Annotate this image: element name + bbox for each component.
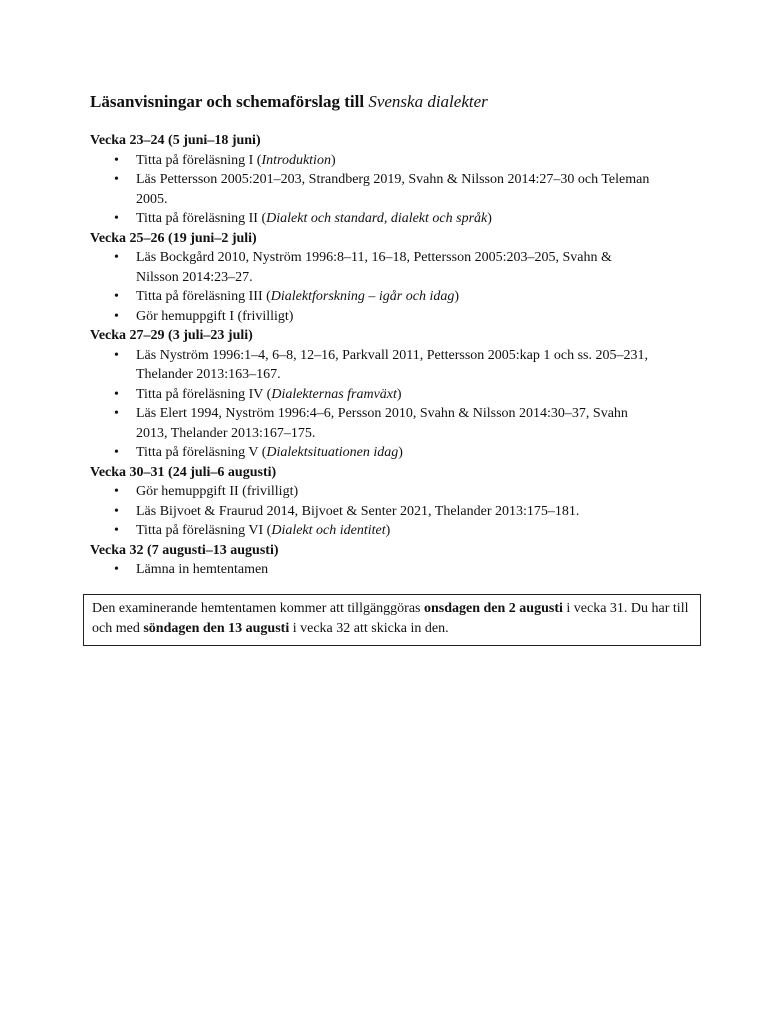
notice-release-date: onsdagen den 2 augusti xyxy=(424,601,563,616)
list-item xyxy=(90,346,690,385)
item-suffix: ) xyxy=(385,523,391,538)
schedule xyxy=(90,131,690,580)
item-italic: Dialektsituationen idag xyxy=(266,445,399,460)
list-item xyxy=(90,560,690,580)
exam-notice-box xyxy=(83,594,701,646)
item-suffix: ) xyxy=(398,445,403,460)
item-text: Titta på föreläsning VI ( xyxy=(136,523,272,538)
item-text: Titta på föreläsning V ( xyxy=(136,445,267,460)
list-item xyxy=(90,385,690,405)
week-items xyxy=(90,482,690,541)
week-section xyxy=(90,229,690,327)
item-suffix: ) xyxy=(487,211,492,226)
list-item xyxy=(90,209,690,229)
title-text: Läsanvisningar och schemaförslag till xyxy=(90,92,369,111)
week-section xyxy=(90,541,690,580)
notice-text: i vecka 31. Du har till och med xyxy=(92,601,689,636)
item-text: Titta på föreläsning II ( xyxy=(136,211,267,226)
item-text: Läs Bockgård 2010, Nyström 1996:8–11, 16–18, Pettersson 2005:203–205, Svahn & Nilsson 2014:23–27. xyxy=(136,250,612,285)
item-text: Läs Bijvoet & Fraurud 2014, Bijvoet & Senter 2021, Thelander 2013:175–181. xyxy=(136,503,580,519)
week-heading: Vecka 32 (7 augusti–13 augusti) xyxy=(90,542,279,558)
item-italic: Dialekternas framväxt xyxy=(271,386,397,402)
week-items xyxy=(90,346,690,463)
week-heading: Vecka 27–29 (3 juli–23 juli) xyxy=(90,328,253,343)
course-name: Svenska dialekter xyxy=(368,92,488,111)
week-section xyxy=(90,463,690,541)
list-item xyxy=(90,482,690,502)
list-item xyxy=(90,151,690,171)
notice-deadline-date: söndagen den 13 augusti xyxy=(143,621,290,636)
week-items xyxy=(90,248,690,326)
item-text: Läs Pettersson 2005:201–203, Strandberg 2019, Svahn & Nilsson 2014:27–30 och Teleman 2005. xyxy=(136,172,650,207)
item-text: Titta på föreläsning III ( xyxy=(136,289,271,304)
week-items xyxy=(90,151,690,229)
item-suffix: ) xyxy=(454,289,460,304)
item-italic: Introduktion xyxy=(261,152,331,168)
item-text: Gör hemuppgift II (frivilligt) xyxy=(136,484,299,499)
document-title xyxy=(90,92,488,112)
list-item xyxy=(90,287,690,307)
item-text: Läs Elert 1994, Nyström 1996:4–6, Persson 2010, Svahn & Nilsson 2014:30–37, Svahn 2013, Thelander 2013:167–175. xyxy=(136,406,628,441)
item-italic: Dialektforskning – igår och idag xyxy=(270,289,455,304)
item-italic: Dialekt och standard, dialekt och språk xyxy=(266,211,488,226)
list-item xyxy=(90,502,690,522)
item-italic: Dialekt och identitet xyxy=(271,523,386,538)
notice-text: i vecka 32 att skicka in den. xyxy=(289,621,449,636)
item-text: Titta på föreläsning IV ( xyxy=(136,386,272,402)
notice-text: Den examinerande hemtentamen kommer att tillgänggöras xyxy=(92,601,424,616)
week-items xyxy=(90,560,690,580)
week-section xyxy=(90,131,690,229)
item-text: Läs Nyström 1996:1–4, 6–8, 12–16, Parkvall 2011, Pettersson 2005:kap 1 och ss. 205–231, Thelander 2013:163–167. xyxy=(136,347,649,382)
list-item xyxy=(90,443,690,463)
week-heading: Vecka 25–26 (19 juni–2 juli) xyxy=(90,230,257,246)
item-text: Gör hemuppgift I (frivilligt) xyxy=(136,308,294,324)
list-item xyxy=(90,404,690,443)
week-section xyxy=(90,326,690,463)
list-item xyxy=(90,307,690,327)
week-heading: Vecka 23–24 (5 juni–18 juni) xyxy=(90,133,261,148)
list-item xyxy=(90,170,690,209)
week-heading: Vecka 30–31 (24 juli–6 augusti) xyxy=(90,464,277,480)
item-text: Titta på föreläsning I ( xyxy=(136,152,262,168)
item-suffix: ) xyxy=(330,152,336,168)
item-suffix: ) xyxy=(396,386,402,402)
item-text: Lämna in hemtentamen xyxy=(136,562,269,577)
list-item xyxy=(90,248,690,287)
list-item xyxy=(90,521,690,541)
